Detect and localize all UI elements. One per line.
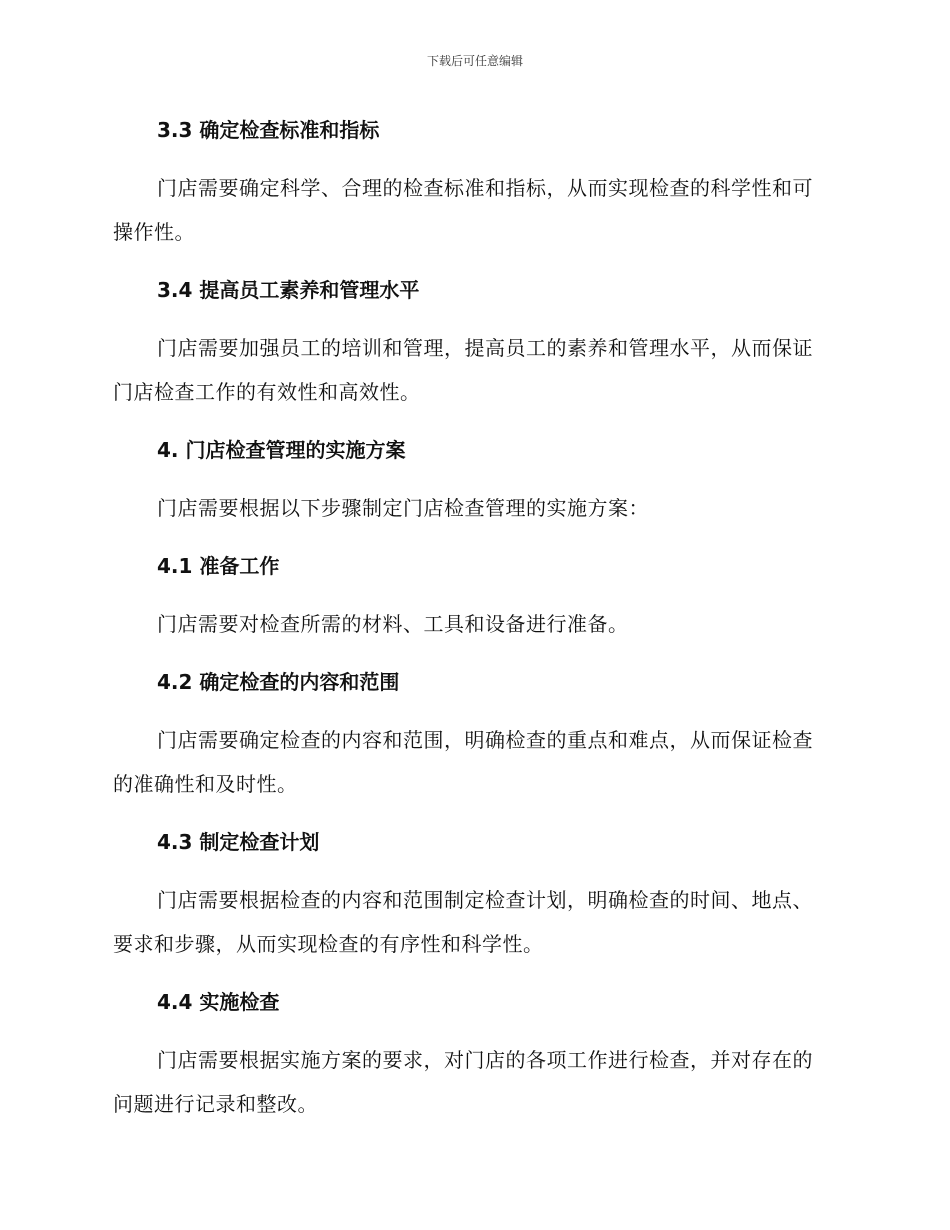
page-header: 下载后可任意编辑 <box>426 54 523 68</box>
document-body <box>113 108 833 1126</box>
section-heading-3-4: 3.4 提高员工素养和管理水平 <box>157 278 420 302</box>
paragraph: 门店需要对检查所需的材料、工具和设备进行准备。 <box>157 612 629 636</box>
paragraph: 门店需要确定科学、合理的检查标准和指标，从而实现检查的科学性和可操作性。 <box>113 176 813 244</box>
section-heading-4-3: 4.3 制定检查计划 <box>157 830 320 854</box>
section-heading-4-2: 4.2 确定检查的内容和范围 <box>157 670 400 694</box>
section-heading-4-1: 4.1 准备工作 <box>157 554 280 578</box>
section-heading-4: 4. 门店检查管理的实施方案 <box>157 438 406 462</box>
paragraph: 门店需要根据实施方案的要求，对门店的各项工作进行检查，并对存在的问题进行记录和整改。 <box>113 1048 813 1116</box>
paragraph: 门店需要加强员工的培训和管理，提高员工的素养和管理水平，从而保证门店检查工作的有效性和高效性。 <box>113 336 813 404</box>
section-heading-3-3: 3.3 确定检查标准和指标 <box>157 118 380 142</box>
paragraph: 门店需要确定检查的内容和范围，明确检查的重点和难点，从而保证检查的准确性和及时性。 <box>113 728 813 796</box>
paragraph: 门店需要根据检查的内容和范围制定检查计划，明确检查的时间、地点、要求和步骤，从而实现检查的有序性和科学性。 <box>113 888 813 956</box>
paragraph: 门店需要根据以下步骤制定门店检查管理的实施方案： <box>157 496 649 520</box>
section-heading-4-4: 4.4 实施检查 <box>157 990 280 1014</box>
